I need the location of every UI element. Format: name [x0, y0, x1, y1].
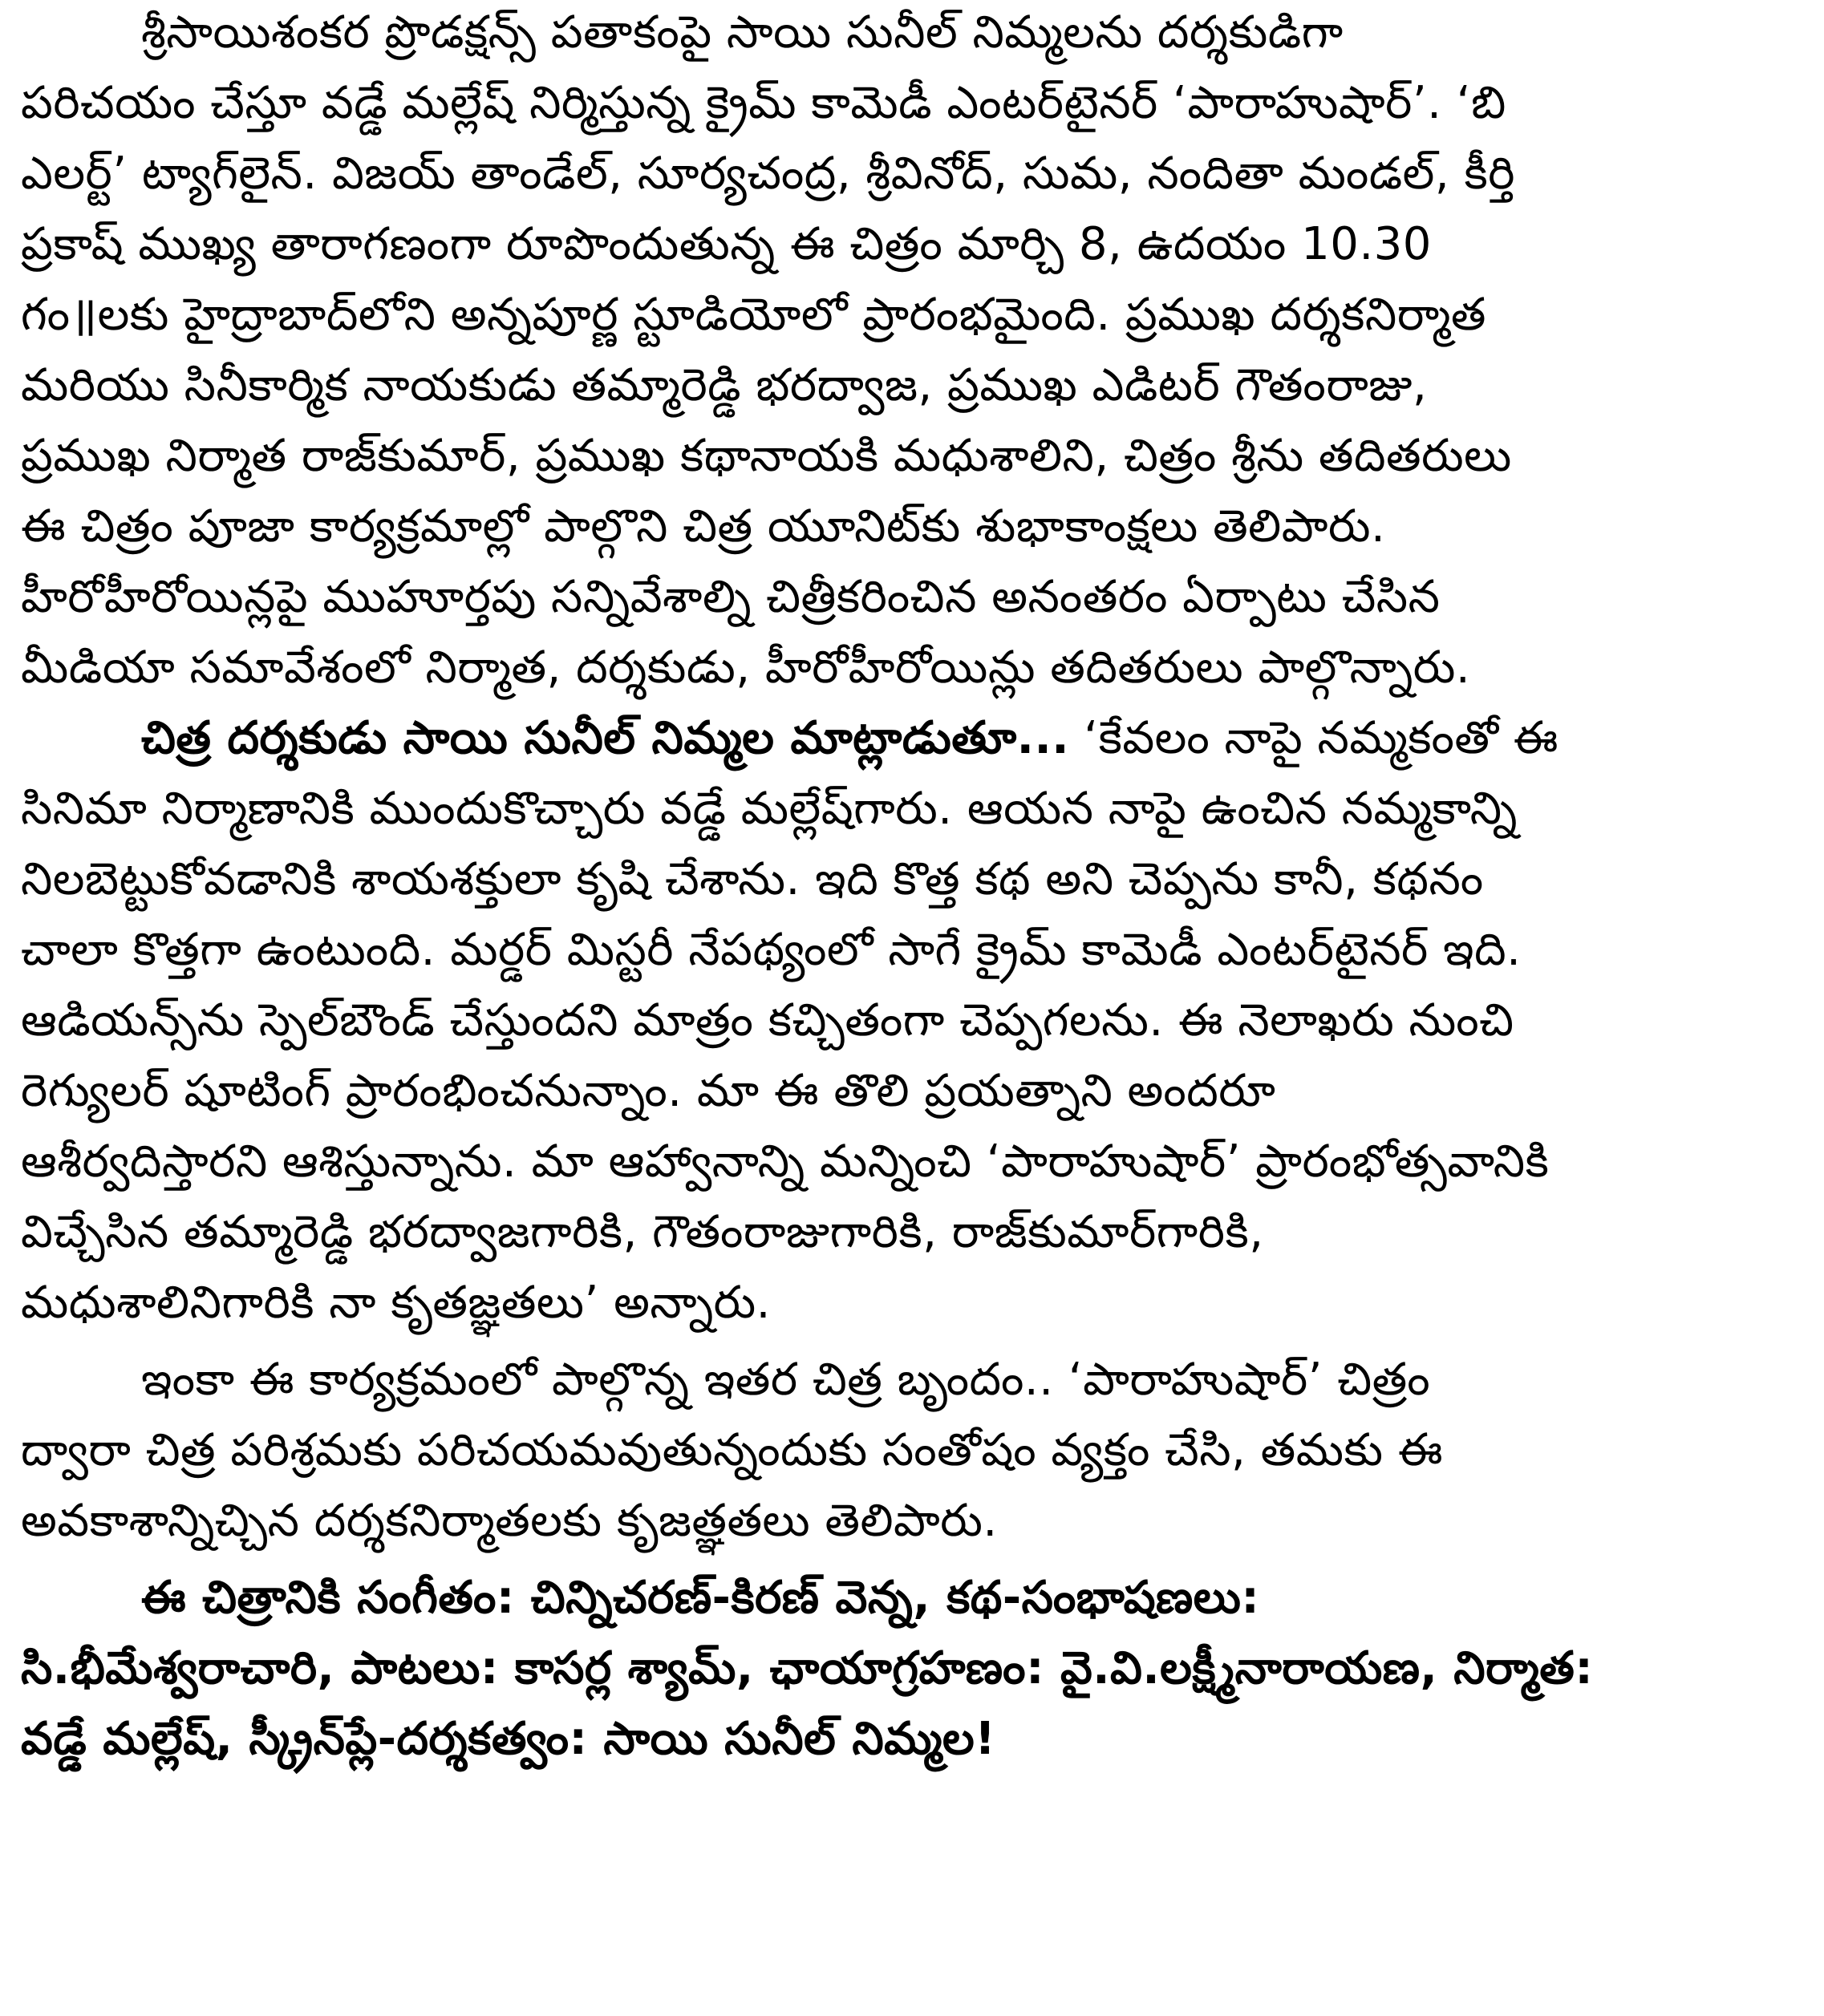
- para3-line3: అవకాశాన్నిచ్చిన దర్శకనిర్మాతలకు కృజత్ఞతలు తెలిపారు.: [21, 1495, 998, 1547]
- para1-line2: పరిచయం చేస్తూ వడ్డే మల్లేష్ నిర్మిస్తున్న క్రైమ్ కామెడీ ఎంటర్‌టైనర్ ‘పారాహుషార్’. ‘బి: [21, 77, 1506, 129]
- press-release-document: [21, 5, 1803, 2010]
- para2-line8: విచ్చేసిన తమ్మారెడ్డి భరద్వాజగారికి, గౌతంరాజుగారికి, రాజ్‌కుమార్‌గారికి,: [21, 1206, 1264, 1258]
- para2-line4: చాలా కొత్తగా ఉంటుంది. మర్డర్ మిస్టరీ నేపథ్యంలో సాగే క్రైమ్ కామెడీ ఎంటర్‌టైనర్ ఇది.: [21, 924, 1522, 976]
- para2-line1: [141, 710, 1559, 767]
- para2-line2: సినిమా నిర్మాణానికి ముందుకొచ్చారు వడ్డే మల్లేష్‌గారు. ఆయన నాపై ఉంచిన నమ్మకాన్ని: [21, 783, 1518, 835]
- para1-line1: శ్రీసాయిశంకర ప్రొడక్షన్స్ పతాకంపై సాయి సునీల్ నిమ్మలను దర్శకుడిగా: [141, 6, 1344, 59]
- para1-line5: గం॥లకు హైద్రాబాద్‌లోని అన్నపూర్ణ స్టూడియోలో ప్రారంభమైంది. ప్రముఖ దర్శకనిర్మాత: [21, 289, 1486, 341]
- para2-line6: రెగ్యులర్ షూటింగ్ ప్రారంభించనున్నాం. మా ఈ తొలి ప్రయత్నాని అందరూ: [21, 1065, 1276, 1117]
- para1-line7: ప్రముఖ నిర్మాత రాజ్‌కుమార్, ప్రముఖ కథానాయకి మధుశాలిని, చిత్రం శ్రీను తదితరులు: [21, 430, 1512, 482]
- para2-line5: ఆడియన్స్‌ను స్పెల్‌బౌండ్ చేస్తుందని మాత్రం కచ్చితంగా చెప్పగలను. ఈ నెలాఖరు నుంచి: [21, 994, 1514, 1046]
- para1-line4: ప్రకాష్ ముఖ్య తారాగణంగా రూపొందుతున్న ఈ చిత్రం మార్చి 8, ఉదయం 10.30: [21, 218, 1432, 270]
- para1-line8: ఈ చిత్రం పూజా కార్యక్రమాల్లో పాల్గొని చిత్ర యూనిట్‌కు శుభాకాంక్షలు తెలిపారు.: [21, 500, 1386, 553]
- credits-line1: ఈ చిత్రానికి సంగీతం: చిన్నిచరణ్-కిరణ్ వెన్న, కథ-సంభాషణలు:: [141, 1572, 1260, 1624]
- para1-line6: మరియు సినీకార్మిక నాయకుడు తమ్మారెడ్డి భరద్వాజ, ప్రముఖ ఎడిటర్ గౌతంరాజు,: [21, 359, 1428, 411]
- para1-line10: మీడియా సమావేశంలో నిర్మాత, దర్శకుడు, హీరోహీరోయిన్లు తదితరులు పాల్గొన్నారు.: [21, 642, 1471, 694]
- para3-line1: ఇంకా ఈ కార్యక్రమంలో పాల్గొన్న ఇతర చిత్ర బృందం.. ‘పారాహుషార్’ చిత్రం: [141, 1354, 1431, 1406]
- para2-line3: నిలబెట్టుకోవడానికి శాయశక్తులా కృషి చేశాను. ఇది కొత్త కథ అని చెప్పను కానీ, కథనం: [21, 853, 1484, 905]
- para1-line9: హీరోహీరోయిన్లపై ముహూర్తపు సన్నివేశాల్ని చిత్రీకరించిన అనంతరం ఏర్పాటు చేసిన: [21, 571, 1441, 623]
- para1-line3: ఎలర్ట్’ ట్యాగ్‌లైన్. విజయ్ తాండేల్, సూర్యచంద్ర, శ్రీవినోద్, సుమ, నందితా మండల్, కీర్తి: [21, 148, 1515, 200]
- director-quote-start: ‘కేవలం నాపై నమ్మకంతో ఈ: [1069, 712, 1559, 764]
- para2-line7: ఆశీర్వదిస్తారని ఆశిస్తున్నాను. మా ఆహ్వానాన్ని మన్నించి ‘పారాహుషార్’ ప్రారంభోత్సవానికి: [21, 1136, 1550, 1188]
- para2-line9: మధుశాలినిగారికి నా కృతజ్ఞతలు’ అన్నారు.: [21, 1277, 771, 1329]
- credits-line2: సి.భీమేశ్వరాచారి, పాటలు: కాసర్ల శ్యామ్, ఛాయాగ్రహణం: వై.వి.లక్ష్మీనారాయణ, నిర్మాత:: [21, 1642, 1594, 1694]
- para3-line2: ద్వారా చిత్ర పరిశ్రమకు పరిచయమవుతున్నందుకు సంతోషం వ్యక్తం చేసి, తమకు ఈ: [21, 1424, 1444, 1476]
- director-lead: చిత్ర దర్శకుడు సాయి సునీల్ నిమ్మల మాట్లాడుతూ...: [141, 712, 1069, 764]
- credits-line3: వడ్డే మల్లేష్, స్క్రీన్‌ప్లే-దర్శకత్వం: సాయి సునీల్ నిమ్మల!: [21, 1713, 996, 1765]
